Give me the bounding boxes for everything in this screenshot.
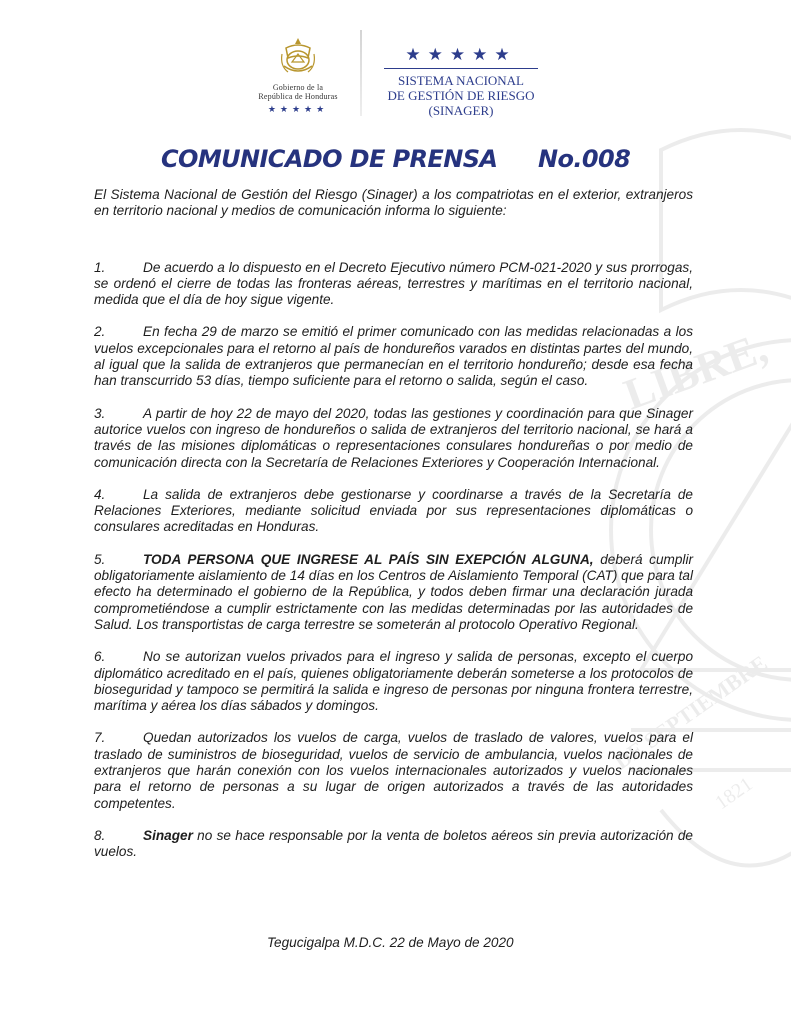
item-number: 6. xyxy=(94,649,106,665)
list-item xyxy=(94,260,693,309)
honduras-coat-of-arms-icon xyxy=(278,36,318,78)
item-number: 1. xyxy=(94,259,106,275)
sinager-logo xyxy=(382,46,540,118)
watermark-text-septiembre: DE SEPTIEMBRE xyxy=(609,650,772,775)
list-item xyxy=(94,552,693,633)
list-item xyxy=(94,324,693,389)
watermark-text-libre: LIBRE, xyxy=(617,322,774,420)
sinager-rule xyxy=(384,68,538,69)
sinager-name-line3: (SINAGER) xyxy=(428,103,494,118)
item-text: A partir de hoy 22 de mayo del 2020, todas las gestiones y coordinación para que Sinager autorice vuelos con ingreso de hondureños o salida de extranjeros del territorio nacional, se hará a través de las misiones diplomáticas o representaciones consulares hondureñas o por medio de comunicación directa con la Secretaría de Relaciones Exteriores y Cooperación Internacional. xyxy=(94,405,693,470)
item-lead-bold: TODA PERSONA QUE INGRESE AL PAÍS SIN EXEPCIÓN ALGUNA, xyxy=(143,551,594,567)
letterhead xyxy=(0,22,791,127)
government-name-line1: Gobierno de la xyxy=(272,83,324,92)
intro-paragraph: El Sistema Nacional de Gestión del Riesgo (Sinager) a los compatriotas en el exterior, extranjeros en territorio nacional y medios de comunicación informa lo siguiente: xyxy=(94,187,693,219)
item-number: 8. xyxy=(94,827,106,843)
item-number: 3. xyxy=(94,405,106,421)
watermark-text-year: 1821 xyxy=(711,773,757,815)
item-number: 7. xyxy=(94,730,106,746)
press-release-title xyxy=(0,145,791,177)
title-main: COMUNICADO DE PRENSA xyxy=(161,145,498,173)
document-body xyxy=(94,187,693,877)
item-text: no se hace responsable por la venta de boletos aéreos sin previa autorización de vuelos. xyxy=(94,827,693,860)
item-text: Quedan autorizados los vuelos de carga, vuelos de traslado de valores, vuelos para el traslado de suministros de bioseguridad, vuelos de servicio de ambulancia, vuelos nacionales de extranjeros que harán conexión con los vuelos internacionales autorizados y vuelos nacionales para el retorno de personas a su lugar de origen autorizados a través de las autoridades competentes. xyxy=(94,730,693,811)
item-text: No se autorizan vuelos privados para el ingreso y salida de personas, excepto el cuerpo diplomático acreditado en el país, quienes obligatoriamente deberán someterse a los protocolos de bioseguridad y tampoco se permitirá la salida e ingreso de personas por ninguna frontera terrestre, marítima y aérea los días sábados y domingos. xyxy=(94,649,693,714)
item-number: 5. xyxy=(94,551,106,567)
government-name-line2: República de Honduras xyxy=(258,92,338,101)
item-text: La salida de extranjeros debe gestionarse y coordinarse a través de la Secretaría de Relaciones Exteriores, mediante solicitud enviada por sus representaciones diplomáticas o consulares acreditadas en Honduras. xyxy=(94,486,693,535)
item-number: 4. xyxy=(94,486,106,502)
list-item xyxy=(94,487,693,536)
list-item xyxy=(94,406,693,471)
item-number: 2. xyxy=(94,324,106,340)
sinager-stars: ★★★★★ xyxy=(405,45,517,64)
list-item xyxy=(94,828,693,861)
sinager-name-line1: SISTEMA NACIONAL xyxy=(397,73,525,88)
government-logo xyxy=(246,36,350,115)
item-lead-bold: Sinager xyxy=(143,827,193,843)
item-text: De acuerdo a lo dispuesto en el Decreto Ejecutivo número PCM-021-2020 y sus prorrogas, se ordenó el cierre de todas las fronteras aéreas, terrestres y marítimas en el territorio nacional, medida que el día de hoy sigue vigente. xyxy=(94,259,693,308)
item-text: En fecha 29 de marzo se emitió el primer comunicado con las medidas relacionadas a los vuelos excepcionales para el retorno al país de hondureños varados en distintas partes del mundo, al igual que la salida de extranjeros que permanecían en el territorio hondureño; desde esa fecha han transcurrido 53 días, tiempo suficiente para el retorno o salida, según el caso. xyxy=(94,324,693,389)
item-text: deberá cumplir obligatoriamente aislamiento de 14 días en los Centros de Aislamiento Temporal (CAT) que para tal efecto ha determinado el gobierno de la República, y todos deben firmar una declaración jurada comprometiéndose a cumplir estrictamente con las medidas determinadas por las autoridades de Salud. Los transportistas de carga terrestre se someterán al protocolo Operativo Regional. xyxy=(94,551,693,632)
place-and-date: Tegucigalpa M.D.C. 22 de Mayo de 2020 xyxy=(267,935,514,950)
government-stars: ★★★★★ xyxy=(267,104,329,114)
header-divider xyxy=(360,30,362,116)
list-item xyxy=(94,730,693,811)
title-number: No.008 xyxy=(538,145,631,173)
sinager-name-line2: DE GESTIÓN DE RIESGO xyxy=(387,88,535,103)
list-item xyxy=(94,649,693,714)
